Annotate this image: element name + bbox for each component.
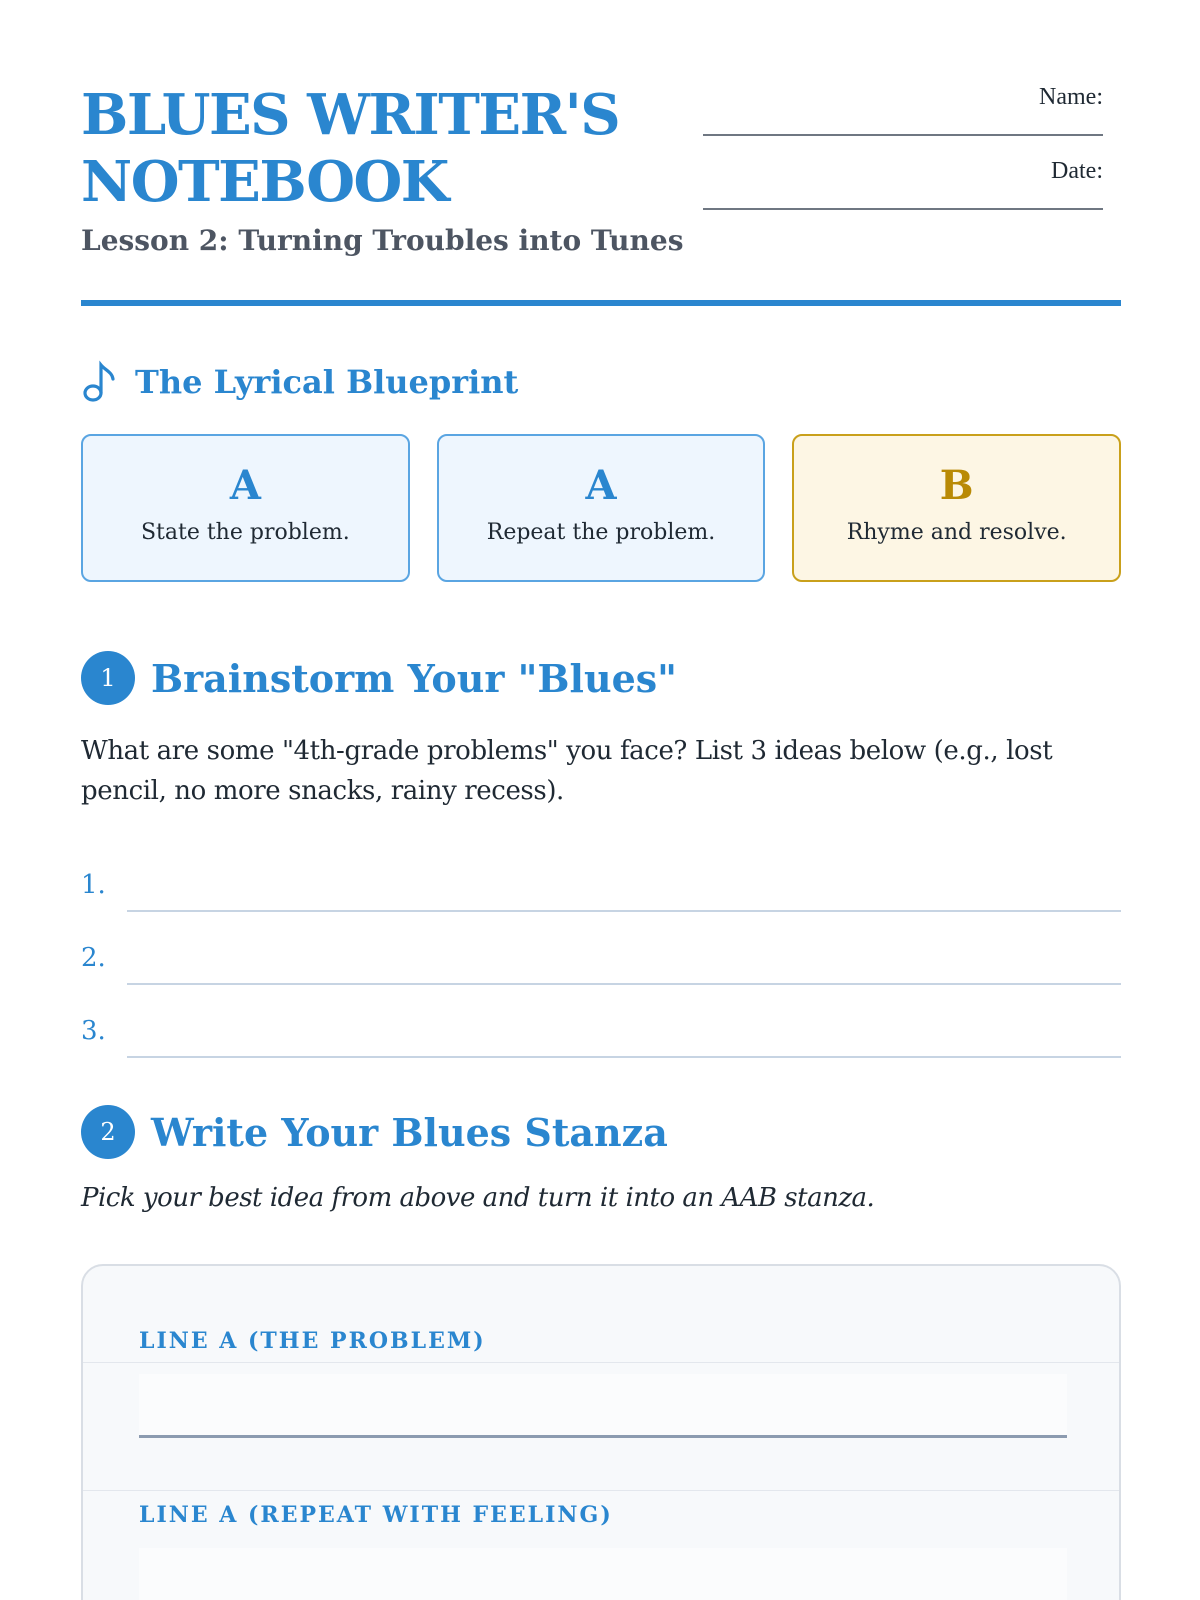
- blueprint-card-a1: [81, 434, 410, 582]
- stanza-instructions: Pick your best idea from above and turn it into an AAB stanza.: [81, 1183, 875, 1213]
- section-number-badge: 1: [81, 651, 135, 705]
- section-1-title: Brainstorm Your "Blues": [151, 655, 677, 701]
- card-letter: A: [585, 462, 617, 509]
- section-2-title: Write Your Blues Stanza: [151, 1109, 668, 1155]
- student-info: [703, 82, 1103, 230]
- blueprint-heading: [81, 360, 518, 404]
- blueprint-card-a2: [437, 434, 766, 582]
- music-note-icon: [81, 360, 121, 404]
- page-header: [81, 82, 1121, 259]
- name-label: Name:: [1039, 84, 1103, 110]
- card-text: Rhyme and resolve.: [846, 520, 1067, 545]
- blueprint-card-b: [792, 434, 1121, 582]
- date-label: Date:: [1051, 158, 1103, 184]
- page-title: BLUES WRITER'S NOTEBOOK: [81, 82, 620, 215]
- list-item: [81, 986, 1121, 1059]
- line-a-repeat-input[interactable]: [139, 1548, 1067, 1600]
- section-1-heading: [81, 651, 677, 705]
- name-write-line[interactable]: [703, 134, 1103, 136]
- item-number: 1.: [81, 870, 106, 900]
- stanza-divider: [83, 1362, 1119, 1363]
- card-letter: A: [229, 462, 261, 509]
- section-number-badge: 2: [81, 1105, 135, 1159]
- section-2-heading: [81, 1105, 668, 1159]
- stanza-divider: [83, 1490, 1119, 1491]
- idea-write-line[interactable]: [127, 1055, 1121, 1058]
- card-text: State the problem.: [140, 520, 350, 545]
- idea-write-line[interactable]: [127, 982, 1121, 985]
- item-number: 3.: [81, 1016, 106, 1046]
- lesson-subtitle: Lesson 2: Turning Troubles into Tunes: [81, 224, 684, 257]
- line-a-input[interactable]: [139, 1374, 1067, 1438]
- stanza-writing-box: [81, 1264, 1121, 1600]
- blueprint-title: The Lyrical Blueprint: [135, 363, 519, 401]
- header-divider: [81, 300, 1121, 306]
- aab-blueprint-cards: [81, 434, 1121, 582]
- idea-write-line[interactable]: [127, 909, 1121, 912]
- list-item: [81, 840, 1121, 913]
- idea-list: [81, 840, 1121, 1059]
- line-a-repeat-label: LINE A (REPEAT WITH FEELING): [139, 1502, 613, 1528]
- name-field: [703, 82, 1103, 156]
- card-letter: B: [939, 462, 974, 509]
- card-text: Repeat the problem.: [486, 520, 716, 545]
- item-number: 2.: [81, 943, 106, 973]
- line-a-label: LINE A (THE PROBLEM): [139, 1328, 486, 1354]
- date-field: [703, 156, 1103, 230]
- list-item: [81, 913, 1121, 986]
- date-write-line[interactable]: [703, 208, 1103, 210]
- brainstorm-instructions: What are some "4th-grade problems" you face? List 3 ideas below (e.g., lost pencil, no more snacks, rainy recess).: [81, 736, 1053, 806]
